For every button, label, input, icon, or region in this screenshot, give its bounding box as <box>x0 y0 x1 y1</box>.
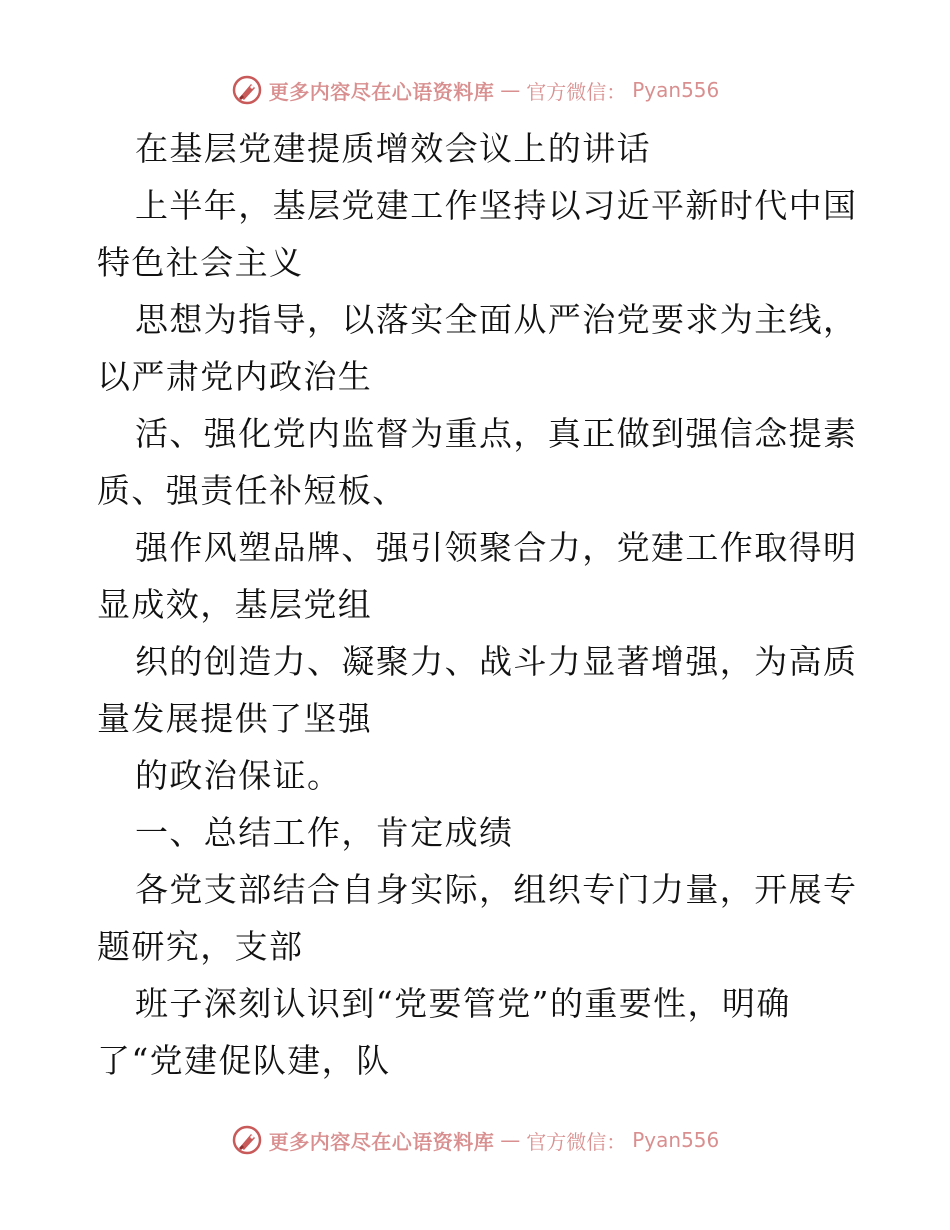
header-watermark <box>0 70 950 110</box>
watermark-wechat-label: 官方微信： <box>526 79 627 104</box>
watermark-brand-text: 更多内容尽在心语资料库 <box>268 1129 495 1154</box>
document-line: 上半年，基层党建工作坚持以习近平新时代中国 <box>135 186 858 225</box>
watermark-brand-text: 更多内容尽在心语资料库 <box>268 79 495 104</box>
watermark-wechat-label: 官方微信： <box>526 1129 627 1154</box>
document-line: 强作风塑品牌、强引领聚合力，党建工作取得明 <box>135 528 858 567</box>
document-line: 量发展提供了坚强 <box>97 699 373 738</box>
document-line: 了“党建促队建，队 <box>97 1041 391 1080</box>
document-line: 班子深刻认识到“党要管党”的重要性，明确 <box>135 984 791 1023</box>
pen-nib-logo-icon <box>231 1124 263 1156</box>
document-line: 活、强化党内监督为重点，真正做到强信念提素 <box>135 414 858 453</box>
document-line: 以严肃党内政治生 <box>97 357 373 396</box>
document-line: 织的创造力、凝聚力、战斗力显著增强，为高质 <box>135 642 858 681</box>
watermark-separator: — <box>500 78 521 102</box>
document-line: 显成效，基层党组 <box>97 585 373 624</box>
footer-watermark <box>0 1120 950 1160</box>
document-line: 的政治保证。 <box>135 756 342 795</box>
document-body <box>97 120 857 1089</box>
watermark-wechat-id: Pyan556 <box>632 78 720 102</box>
watermark-separator: — <box>500 1128 521 1152</box>
section-heading: 一、总结工作，肯定成绩 <box>135 813 514 852</box>
document-line: 思想为指导，以落实全面从严治党要求为主线， <box>135 300 858 339</box>
pen-nib-logo-icon <box>231 74 263 106</box>
document-line: 特色社会主义 <box>97 243 304 282</box>
document-line: 题研究，支部 <box>97 927 304 966</box>
document-line: 各党支部结合自身实际，组织专门力量，开展专 <box>135 870 858 909</box>
watermark-wechat-id: Pyan556 <box>632 1128 720 1152</box>
document-line: 质、强责任补短板、 <box>97 471 407 510</box>
document-line: 在基层党建提质增效会议上的讲话 <box>135 129 651 168</box>
